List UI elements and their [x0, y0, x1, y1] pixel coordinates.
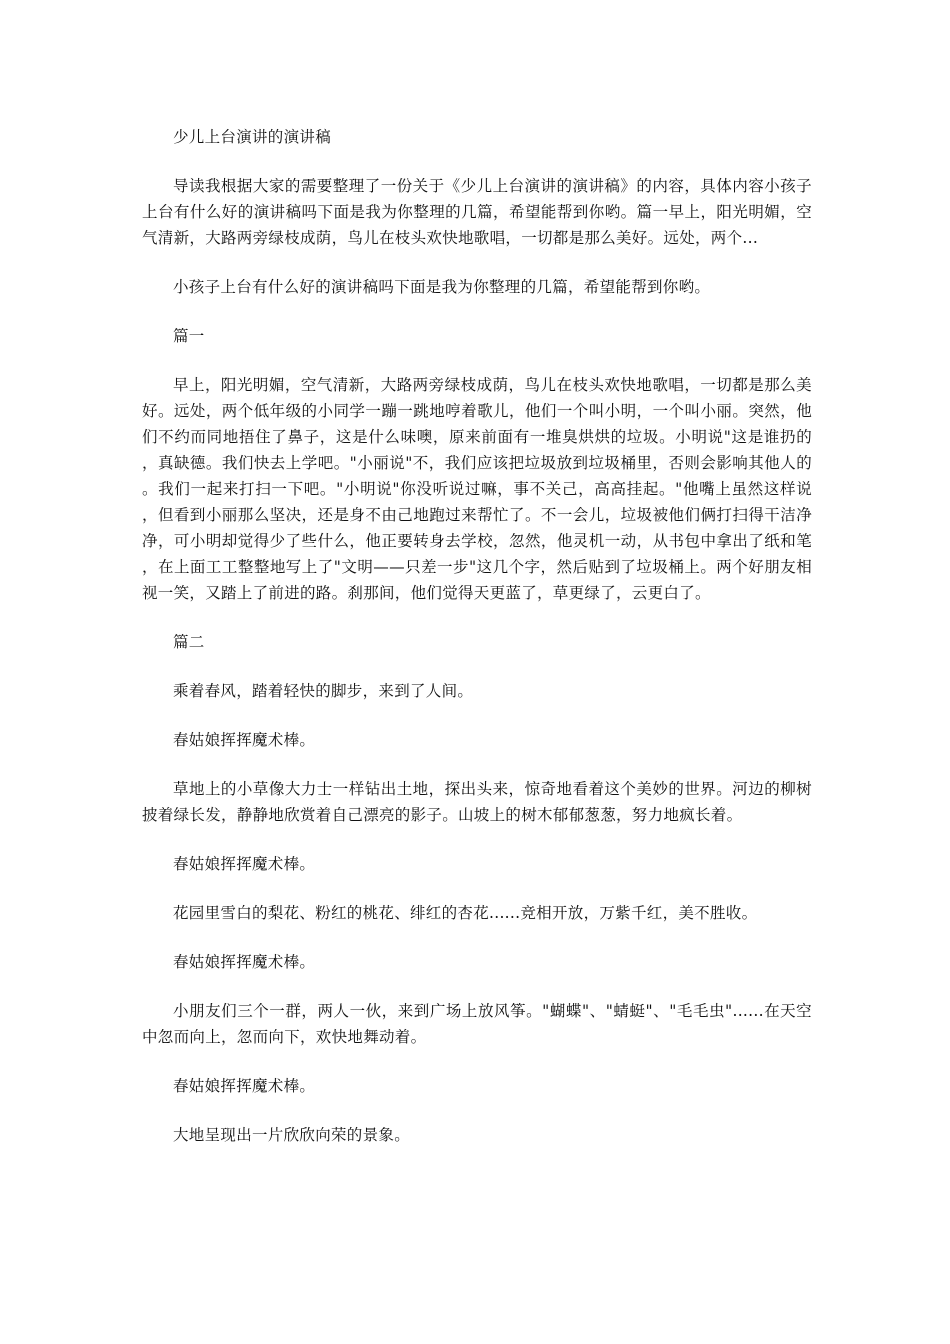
body-paragraph: 花园里雪白的梨花、粉红的桃花、绯红的杏花......竞相开放，万紫千红，美不胜收。 — [173, 904, 758, 922]
body-paragraph: 小朋友们三个一群，两人一伙，来到广场上放风筝。"蝴蝶"、"蜻蜓"、"毛毛虫"......在天空中忽而向上，忽而向下，欢快地舞动着。 — [142, 1002, 812, 1046]
refrain-paragraph: 春姑娘挥挥魔术棒。 — [173, 731, 316, 749]
document-title: 少儿上台演讲的演讲稿 — [173, 128, 332, 146]
refrain-paragraph: 春姑娘挥挥魔术棒。 — [173, 953, 316, 971]
closing-paragraph: 大地呈现出一片欣欣向荣的景象。 — [173, 1126, 411, 1144]
document-page — [142, 124, 812, 1171]
story-paragraph: 早上，阳光明媚，空气清新，大路两旁绿枝成荫，鸟儿在枝头欢快地歌唱，一切都是那么美好。远处，两个低年级的小同学一蹦一跳地哼着歌儿，他们一个叫小明，一个叫小丽。突然，他们不约而同地捂住了鼻子，这是什么味噢，原来前面有一堆臭烘烘的垃圾。小明说"这是谁扔的，真缺德。我们快去上学吧。"小丽说"不，我们应该把垃圾放到垃圾桶里，否则会影响其他人的。我们一起来打扫一下吧。"小明说"你没听说过嘛，事不关己，高高挂起。"他嘴上虽然这样说，但看到小丽那么坚决，还是身不由己地跑过来帮忙了。不一会儿，垃圾被他们俩打扫得干洁净净，可小明却觉得少了些什么，他正要转身去学校，忽然，他灵机一动，从书包中拿出了纸和笔，在上面工工整整地写上了"文明——只差一步"这几个字，然后贴到了垃圾桶上。两个好朋友相视一笑，又踏上了前进的路。刹那间，他们觉得天更蓝了，草更绿了，云更白了。 — [142, 376, 812, 602]
lead-paragraph: 小孩子上台有什么好的演讲稿吗下面是我为你整理的几篇，希望能帮到你哟。 — [173, 278, 711, 296]
refrain-paragraph: 春姑娘挥挥魔术棒。 — [173, 1077, 316, 1095]
intro-paragraph: 导读我根据大家的需要整理了一份关于《少儿上台演讲的演讲稿》的内容，具体内容小孩子上台有什么好的演讲稿吗下面是我为你整理的几篇，希望能帮到你哟。篇一早上，阳光明媚，空气清新，大路两旁绿枝成荫，鸟儿在枝头欢快地歌唱，一切都是那么美好。远处，两个... — [142, 177, 812, 247]
refrain-paragraph: 春姑娘挥挥魔术棒。 — [173, 855, 316, 873]
body-paragraph: 乘着春风，踏着轻快的脚步，来到了人间。 — [173, 682, 474, 700]
section-heading-two: 篇二 — [173, 633, 205, 651]
body-paragraph: 草地上的小草像大力士一样钻出土地，探出头来，惊奇地看着这个美妙的世界。河边的柳树披着绿长发，静静地欣赏着自己漂亮的影子。山坡上的树木郁郁葱葱，努力地疯长着。 — [142, 780, 812, 824]
section-heading-one: 篇一 — [173, 327, 205, 345]
